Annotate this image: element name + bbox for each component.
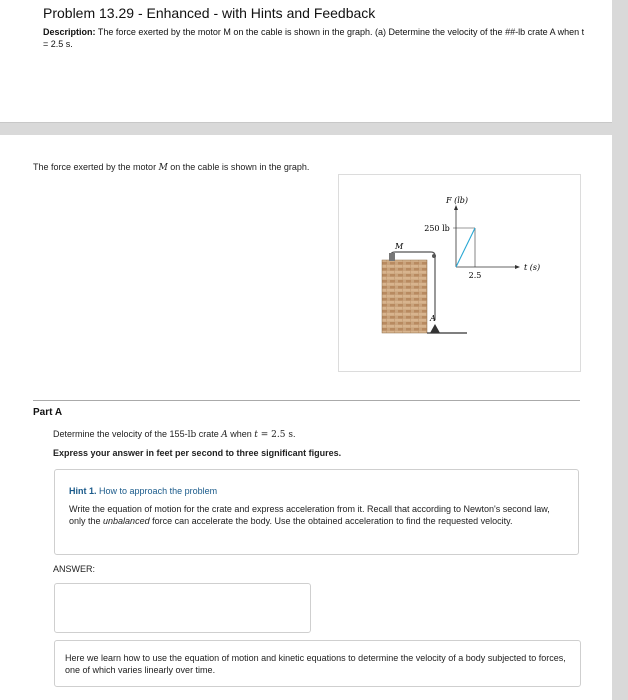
explanation-note [54, 640, 581, 687]
graph-x-label: t (s) [524, 263, 541, 272]
part-a-title: Part A [33, 407, 63, 418]
pulley-icon [432, 254, 436, 258]
graph-y-label: F (lb) [445, 196, 469, 205]
question-end: . [292, 429, 296, 439]
motor-icon [389, 253, 395, 261]
description-text: The force exerted by the motor M on the cable is shown in the graph. (a) Determine the velocity of the ##-lb crate A when t = 2.5 s. [43, 27, 585, 49]
hint-label: Hint 1. [69, 486, 97, 496]
problem-description [43, 26, 588, 50]
hint-title-link[interactable]: How to approach the problem [99, 486, 218, 496]
answer-input[interactable] [54, 583, 311, 633]
problem-body-card [0, 135, 612, 700]
question-eq: = 2.5 s [257, 430, 293, 440]
brick-wall [382, 260, 427, 333]
question-var: A [221, 430, 228, 440]
question-unit: lb [187, 430, 197, 440]
section-divider [33, 400, 580, 401]
graph-time-tick: 2.5 [468, 271, 482, 280]
hint-emphasis: unbalanced [103, 516, 150, 526]
problem-title: Problem 13.29 - Enhanced - with Hints and Feedback [43, 5, 376, 21]
hint-box [54, 469, 579, 555]
note-text: Here we learn how to use the equation of motion and kinetic equations to determine the velocity of a body subjected to forces, one of which varies linearly over time. [65, 653, 566, 675]
description-label: Description: [43, 27, 96, 37]
hint-text-after: force can accelerate the body. Use the obtained acceleration to find the requested velocity. [149, 516, 513, 526]
problem-figure [338, 174, 581, 372]
intro-text [33, 162, 309, 173]
graph-force-label: 250 lb [424, 224, 450, 233]
crate-label: A [430, 314, 436, 323]
crate-icon [430, 324, 440, 333]
question-mid: crate [196, 429, 222, 439]
question-t: t [254, 430, 258, 440]
y-axis-arrow-icon [454, 205, 458, 210]
problem-header-card [0, 0, 612, 123]
answer-instruction: Express your answer in feet per second to three significant figures. [53, 448, 342, 458]
question-prefix: Determine the velocity of the 155- [53, 429, 188, 439]
hint-text [69, 503, 559, 527]
intro-text-after: on the cable is shown in the graph. [167, 162, 310, 172]
question-when: when [227, 429, 255, 439]
intro-text-before: The force exerted by the motor [33, 162, 159, 172]
hint-text-before: Write the equation of motion for the crate and express acceleration from it. Recall that according to Newton's second law, only the [69, 504, 550, 526]
graph-force-line [456, 228, 475, 267]
intro-symbol: M [158, 163, 168, 173]
x-axis-arrow-icon [515, 265, 520, 269]
answer-label: ANSWER: [53, 564, 96, 574]
part-a-question [53, 429, 295, 440]
figure-svg [339, 175, 580, 371]
hint-header[interactable] [69, 486, 217, 496]
motor-label: M [395, 242, 404, 251]
